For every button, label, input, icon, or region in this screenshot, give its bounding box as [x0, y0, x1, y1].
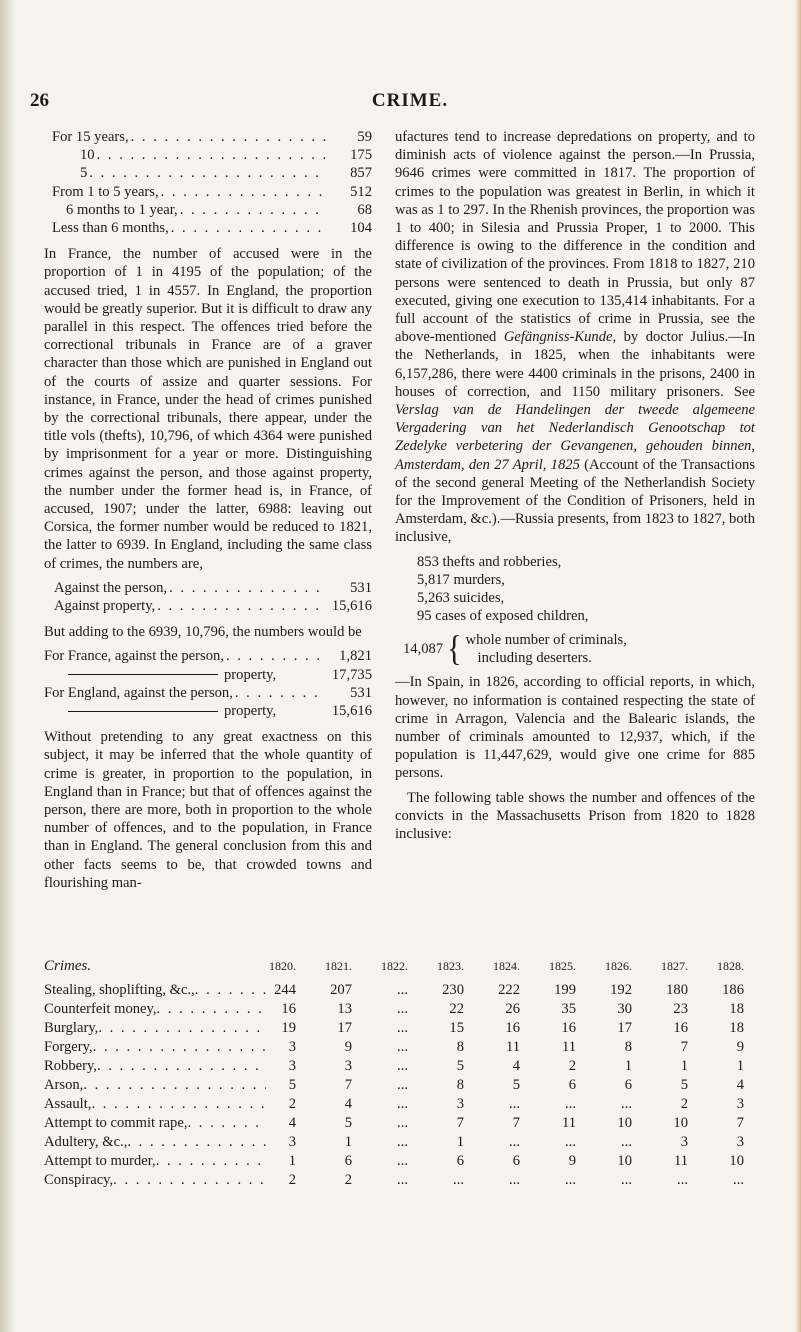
table-cell: 8: [456, 1039, 464, 1055]
row-label: Conspiracy,: [44, 1172, 114, 1188]
header-year: 1821.: [325, 959, 352, 973]
table-cell: 4: [288, 1115, 296, 1131]
page-edge: [795, 0, 801, 1332]
table-cell: ...: [397, 1077, 408, 1093]
table-cell: 26: [505, 1001, 520, 1017]
table-cell: ...: [565, 1096, 576, 1112]
row-label: Attempt to commit rape,: [44, 1115, 188, 1131]
ditto-rule: [68, 711, 218, 712]
table-cell: 2: [568, 1058, 576, 1074]
list-item: 6 months to 1 year, . . . 68: [44, 201, 372, 219]
table-cell: 3: [456, 1096, 464, 1112]
title-verslag: Verslag van de Handelingen der tweede algemeene Vergadering van het Nederlandisch Genootschap tot Zedelyke verbetering der Gevangenen, gehouden binnen, Amsterdam, den 27 April, 1825: [395, 402, 755, 473]
table-cell: 6: [624, 1077, 632, 1093]
table-cell: 9: [736, 1039, 744, 1055]
table-cell: 11: [561, 1039, 576, 1055]
list-item: 5,817 murders,: [417, 571, 505, 588]
russia-list: [417, 553, 755, 626]
table-cell: ...: [397, 982, 408, 998]
table-cell: 3: [736, 1134, 744, 1150]
table-cell: 244: [274, 982, 296, 998]
crimes-table: [44, 958, 790, 1191]
list-item: property, 17,735: [44, 666, 372, 684]
table-cell: 6: [344, 1153, 352, 1169]
criminals-total: [403, 631, 755, 667]
table-cell: 7: [456, 1115, 464, 1131]
list-item: 853 thefts and robberies,: [417, 553, 562, 570]
table-row: [44, 1096, 790, 1115]
table-cell: ...: [397, 1020, 408, 1036]
years-list: [44, 128, 372, 237]
table-cell: 1: [624, 1058, 632, 1074]
table-cell: 6: [568, 1077, 576, 1093]
table-cell: 7: [344, 1077, 352, 1093]
header-year: 1820.: [269, 959, 296, 973]
page-number: 26: [30, 90, 49, 111]
row-label: Forgery,: [44, 1039, 93, 1055]
row-label: Burglary,: [44, 1020, 99, 1036]
list-item: Against the person, . . . 531: [54, 579, 372, 597]
row-label: Counterfeit money,: [44, 1001, 157, 1017]
paragraph-conclusion: Without pretending to any great exactness on this subject, it may be inferred that the whole quantity of crime is greater, in proportion to the population, in England than in France; but that of offences against the person, there are more, both in proportion to the whole number of offences, and to the population, in France than in England. The general conclusion from this and other facts seems to be, that crowded towns and flourishing man-: [44, 729, 372, 891]
table-cell: 5: [456, 1058, 464, 1074]
table-cell: 8: [624, 1039, 632, 1055]
table-row: [44, 1077, 790, 1096]
table-cell: 15: [449, 1020, 464, 1036]
header-year: 1828.: [717, 959, 744, 973]
paragraph-adding: But adding to the 6939, 10,796, the numbers would be: [44, 624, 362, 641]
row-label: Stealing, shoplifting, &c.,: [44, 982, 195, 998]
table-cell: 5: [288, 1077, 296, 1093]
header-crimes: Crimes.: [44, 958, 92, 974]
table-cell: 17: [617, 1020, 632, 1036]
title-gefangniss: Gefängniss-Kunde: [503, 329, 613, 346]
table-cell: 10: [729, 1153, 744, 1169]
list-item: For France, against the person, . . . 1,821: [44, 647, 372, 665]
left-column: [44, 128, 372, 898]
table-cell: 5: [344, 1115, 352, 1131]
running-head: CRIME.: [371, 90, 449, 111]
header-year: 1824.: [493, 959, 520, 973]
table-cell: 16: [673, 1020, 688, 1036]
table-cell: 16: [505, 1020, 520, 1036]
table-cell: 6: [456, 1153, 464, 1169]
table-cell: 10: [617, 1115, 632, 1131]
table-cell: 1: [736, 1058, 744, 1074]
ditto-rule: [68, 674, 218, 675]
table-cell: 2: [288, 1096, 296, 1112]
list-item: From 1 to 5 years, . . . 512: [44, 183, 372, 201]
table-cell: ...: [565, 1134, 576, 1150]
table-cell: 7: [512, 1115, 520, 1131]
table-cell: 3: [680, 1134, 688, 1150]
header-year: 1825.: [549, 959, 576, 973]
list-item: For 15 years, . . . 59: [44, 128, 372, 146]
table-cell: ...: [621, 1134, 632, 1150]
table-cell: 192: [610, 982, 632, 998]
table-cell: 18: [729, 1020, 744, 1036]
table-cell: 186: [722, 982, 744, 998]
header-year: 1822.: [381, 959, 408, 973]
table-cell: 18: [729, 1001, 744, 1017]
table-cell: ...: [397, 1058, 408, 1074]
table-cell: 10: [673, 1115, 688, 1131]
table-cell: ...: [509, 1134, 520, 1150]
page-header: [30, 90, 790, 120]
table-cell: ...: [397, 1001, 408, 1017]
table-cell: 199: [554, 982, 576, 998]
right-column: [395, 128, 755, 849]
table-cell: 1: [680, 1058, 688, 1074]
table-body: [44, 982, 790, 1191]
paragraph-prussia: ufactures tend to increase depredations on property, and to diminish acts of violence against the person.—In Prussia, 9646 crimes were committed in 1817. The proportion of crimes to the population was greatest in Berlin, in which it was as 1 to 297. In the Rhenish provinces, the proportion was 1 to 400; in Silesia and Prussia Proper, 1 to 2000. This difference is owing to the difference in the condition and state of civilization of the provinces. From 1818 to 1827, 210 persons were sentenced to death in Prussia, but only 87 executed, giving one execution to 135,414 inhabitants. For a full account of the statistics of crime in Prussia, see the above-mentioned Gefängniss-Kunde, by doctor Julius.—In the Netherlands, in 1825, when the inhabitants were 6,157,286, there were 4400 criminals in the prisons, 2400 in houses of correction, and 1150 military prisoners. See Verslag van de Handelingen der tweede algemeene Vergadering van het Nederlandisch Genootschap tot Zedelyke verbetering der Gevangenen, gehouden binnen, Amsterdam, den 27 April, 1825 (Account of the Transactions of the second general Meeting of the Netherlandish Society for the Improvement of the Condition of Prisoners, held in Amsterdam, &c.).—Russia presents, from 1823 to 1827, both inclusive,: [395, 129, 755, 546]
list-item: For England, against the person, . . . 531: [44, 684, 372, 702]
row-label: Arson,: [44, 1077, 84, 1093]
table-cell: ...: [397, 1096, 408, 1112]
table-row: [44, 1115, 790, 1134]
header-year: 1826.: [605, 959, 632, 973]
binding-shadow: [0, 0, 16, 1332]
table-cell: 2: [288, 1172, 296, 1188]
list-item: Against property, . . . 15,616: [54, 597, 372, 615]
list-item: 95 cases of exposed children,: [417, 608, 589, 625]
table-cell: ...: [509, 1172, 520, 1188]
table-row: [44, 1039, 790, 1058]
list-item: 10 . . . 175: [44, 146, 372, 164]
table-cell: ...: [397, 1134, 408, 1150]
table-cell: 7: [680, 1039, 688, 1055]
table-cell: 180: [666, 982, 688, 998]
table-row: [44, 982, 790, 1001]
table-cell: 17: [337, 1020, 352, 1036]
table-cell: ...: [397, 1153, 408, 1169]
paragraph-table-intro: The following table shows the number and offences of the convicts in the Massachusetts Prison from 1820 to 1828 inclusive:: [395, 789, 755, 843]
table-cell: 11: [505, 1039, 520, 1055]
table-row: [44, 1153, 790, 1172]
table-cell: ...: [733, 1172, 744, 1188]
table-cell: 30: [617, 1001, 632, 1017]
brace-line: including deserters.: [477, 650, 592, 667]
table-cell: 3: [288, 1058, 296, 1074]
table-cell: ...: [677, 1172, 688, 1188]
row-label: Assault,: [44, 1096, 92, 1112]
table-cell: 4: [736, 1077, 744, 1093]
table-cell: 22: [449, 1001, 464, 1017]
table-cell: ...: [565, 1172, 576, 1188]
table-cell: 11: [561, 1115, 576, 1131]
table-cell: 11: [673, 1153, 688, 1169]
table-cell: 19: [281, 1020, 296, 1036]
table-cell: 6: [512, 1153, 520, 1169]
table-cell: 1: [344, 1134, 352, 1150]
paragraph-spain: —In Spain, in 1826, according to official reports, in which, however, no information is contained respecting the state of crime in Arragon, Valencia and the Balearic islands, the number of criminals amounted to 12,937, which, if the population is 11,447,629, would give one crime for 885 persons.: [395, 674, 755, 782]
table-cell: 16: [281, 1001, 296, 1017]
header-year: 1827.: [661, 959, 688, 973]
table-cell: 2: [680, 1096, 688, 1112]
total-number: 14,087: [403, 641, 444, 658]
table-cell: 9: [568, 1153, 576, 1169]
table-cell: 5: [512, 1077, 520, 1093]
table-cell: 3: [344, 1058, 352, 1074]
table-cell: 5: [680, 1077, 688, 1093]
table-row: [44, 1172, 790, 1191]
table-cell: 3: [736, 1096, 744, 1112]
table-cell: ...: [397, 1172, 408, 1188]
header-year: 1823.: [437, 959, 464, 973]
table-cell: 4: [344, 1096, 352, 1112]
table-cell: 23: [673, 1001, 688, 1017]
table-cell: 8: [456, 1077, 464, 1093]
table-cell: 3: [288, 1039, 296, 1055]
list-item: 5,263 suicides,: [417, 590, 505, 607]
table-cell: 1: [456, 1134, 464, 1150]
row-label: Attempt to murder,: [44, 1153, 156, 1169]
table-cell: 7: [736, 1115, 744, 1131]
list-item: 5 . . . 857: [44, 164, 372, 182]
list-item: property, 15,616: [44, 702, 372, 720]
curly-brace-icon: {: [447, 629, 462, 669]
table-row: [44, 1134, 790, 1153]
table-cell: 9: [344, 1039, 352, 1055]
table-row: [44, 1058, 790, 1077]
table-cell: 35: [561, 1001, 576, 1017]
comparison-list: [44, 647, 372, 720]
table-cell: 13: [337, 1001, 352, 1017]
table-cell: 4: [512, 1058, 520, 1074]
row-label: Robbery,: [44, 1058, 97, 1074]
table-cell: 222: [498, 982, 520, 998]
table-header: [44, 958, 790, 982]
table-cell: 16: [561, 1020, 576, 1036]
against-list: [44, 579, 372, 615]
table-cell: 3: [288, 1134, 296, 1150]
table-cell: ...: [397, 1039, 408, 1055]
table-cell: ...: [397, 1115, 408, 1131]
table-cell: ...: [453, 1172, 464, 1188]
table-cell: 1: [288, 1153, 296, 1169]
table-cell: 207: [330, 982, 352, 998]
row-label: Adultery, &c.,: [44, 1134, 128, 1150]
table-cell: 230: [442, 982, 464, 998]
table-cell: ...: [621, 1096, 632, 1112]
table-cell: 10: [617, 1153, 632, 1169]
table-row: [44, 1001, 790, 1020]
table-cell: ...: [621, 1172, 632, 1188]
brace-line: whole number of criminals,: [465, 632, 627, 649]
paragraph-france: In France, the number of accused were in the proportion of 1 in 4195 of the population; of the accused tried, 1 in 4557. In England, the proportion would be greatly superior. But it is difficult to draw any parallel in this respect. The offences tried before the correctional tribunals in France are of a graver character than those which are punished in England out of the courts of assize and quarter sessions. For instance, in France, under the head of crimes punished by the correctional tribunals, there appear, under the title vols (thefts), 10,796, of which 4364 were punished by imprisonment for a year or more. Distinguishing crimes against the person, and those against property, the number under the former head is, in France, of accused, 1907; under the latter, 6988: leaving out Corsica, the former number would be reduced to 1821, the latter to 6939. In England, including the same class of crimes, the numbers are,: [44, 246, 372, 572]
table-cell: 2: [344, 1172, 352, 1188]
list-item: Less than 6 months, . . . 104: [44, 219, 372, 237]
table-cell: ...: [509, 1096, 520, 1112]
table-row: [44, 1020, 790, 1039]
